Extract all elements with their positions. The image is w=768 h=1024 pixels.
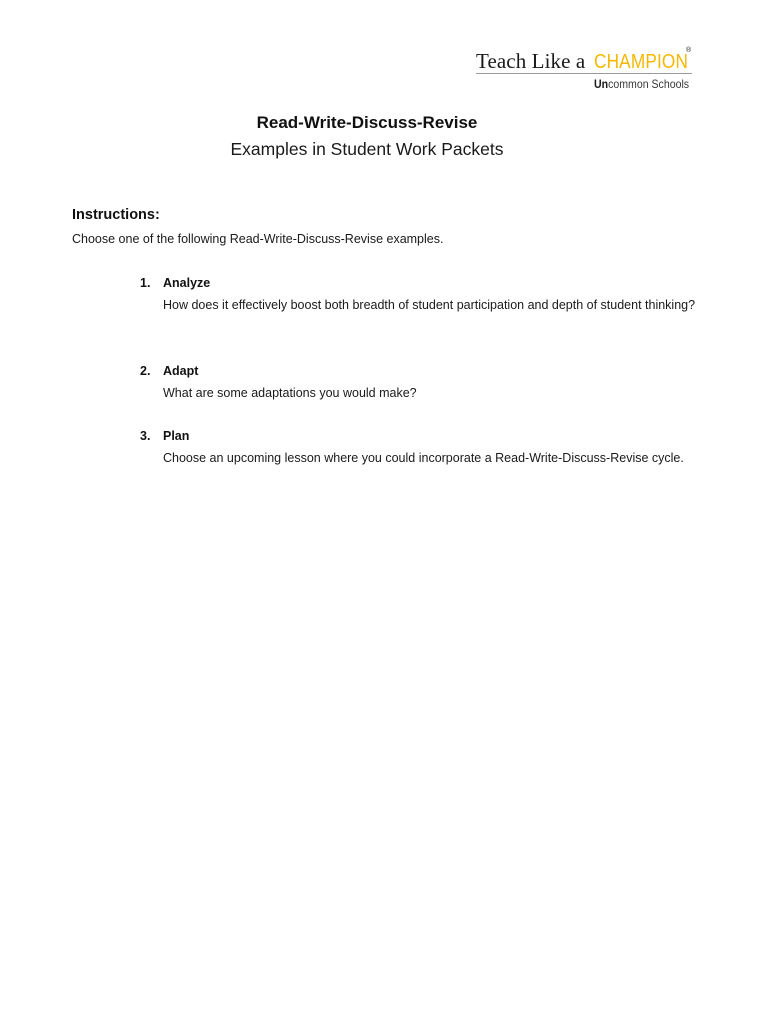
step-title: Plan: [163, 429, 190, 443]
step-number: 2.: [140, 364, 151, 378]
logo-sub-un: Un: [594, 77, 609, 91]
step-title: Adapt: [163, 364, 199, 378]
step-number: 1.: [140, 276, 151, 290]
step-body: Choose an upcoming lesson where you could incorporate a Read-Write-Discuss-Revise cycle.: [163, 451, 684, 465]
step-number: 3.: [140, 429, 151, 443]
logo-champion-text: CHAMPION: [593, 51, 688, 73]
instructions-heading: Instructions:: [72, 207, 160, 223]
page-subtitle: Examples in Student Work Packets: [230, 139, 504, 159]
step-body: What are some adaptations you would make?: [163, 386, 417, 400]
logo-sub-rest: common Schools: [608, 77, 690, 91]
step-body: How does it effectively boost both breadth of student participation and depth of student thinking?: [163, 298, 696, 312]
teach-like-a-champion-logo: [476, 44, 696, 94]
logo-divider: [476, 73, 692, 74]
logo-teach-text: Teach Like a: [476, 49, 591, 73]
step-title: Analyze: [163, 276, 211, 290]
page-title: Read-Write-Discuss-Revise: [256, 113, 478, 132]
logo-registered-mark: ®: [686, 47, 692, 54]
instructions-text: Choose one of the following Read-Write-Discuss-Revise examples.: [72, 232, 444, 246]
logo-uncommon-schools: [594, 77, 689, 91]
